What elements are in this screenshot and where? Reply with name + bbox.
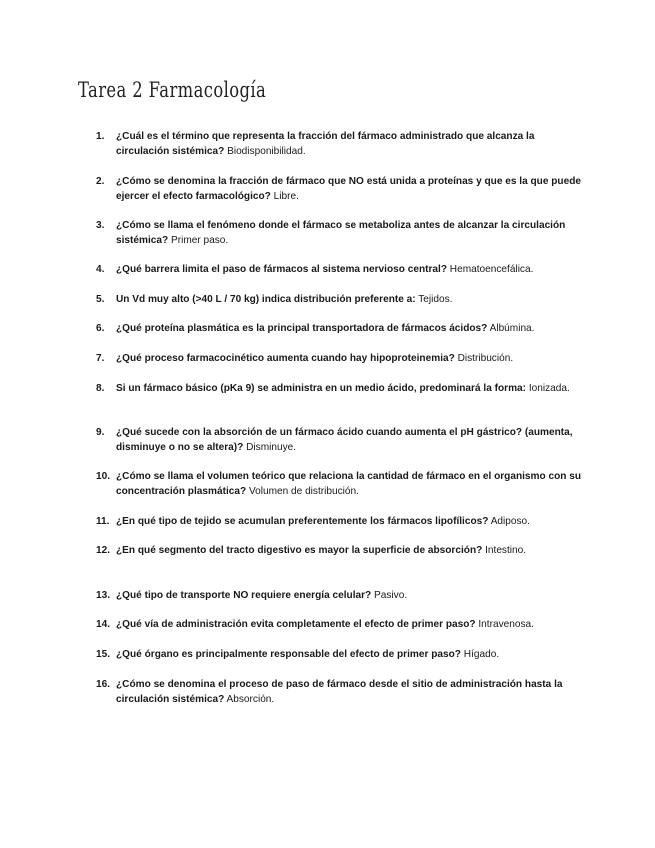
question-item — [96, 174, 586, 204]
answer-text: Libre. — [273, 191, 299, 202]
question-number: 12. — [96, 545, 111, 556]
answer-text: Tejidos. — [418, 294, 453, 305]
question-number: 11. — [96, 516, 110, 527]
page-title: Tarea 2 Farmacología — [78, 78, 267, 102]
question-item — [96, 292, 586, 307]
question-number: 15. — [96, 649, 111, 660]
answer-text: Intestino. — [485, 545, 527, 556]
question-text: ¿Cómo se denomina el proceso de paso de fármaco desde el sitio de administración hasta la circulación sistémica? — [116, 679, 563, 705]
question-text: ¿Cuál es el término que representa la fracción del fármaco administrado que alcanza la circulación sistémica? — [116, 131, 535, 157]
answer-text: Volumen de distribución. — [248, 486, 359, 497]
question-number: 4. — [96, 264, 105, 275]
question-item — [96, 543, 586, 558]
question-text: Un Vd muy alto (>40 L / 70 kg) indica distribución preferente a: — [116, 294, 416, 305]
question-number: 5. — [96, 294, 105, 305]
question-text: ¿Qué vía de administración evita completamente el efecto de primer paso? — [116, 619, 476, 630]
question-text: ¿En qué segmento del tracto digestivo es mayor la superficie de absorción? — [116, 545, 483, 556]
question-item — [96, 425, 586, 455]
question-number: 9. — [96, 427, 105, 438]
question-number: 13. — [96, 590, 111, 601]
question-item — [96, 617, 586, 632]
question-item — [96, 218, 586, 248]
question-item — [96, 647, 586, 662]
question-text: ¿Qué sucede con la absorción de un fármaco ácido cuando aumenta el pH gástrico? (aumenta, disminuye o no se altera)? — [116, 427, 573, 453]
question-item — [96, 129, 586, 159]
question-number: 3. — [96, 220, 105, 231]
question-text: ¿Qué proceso farmacocinético aumenta cuando hay hipoproteinemia? — [116, 353, 455, 364]
question-item — [96, 381, 586, 396]
question-number: 7. — [96, 353, 105, 364]
question-number: 14. — [96, 619, 111, 630]
question-number: 2. — [96, 176, 105, 187]
question-text: ¿Cómo se llama el fenómeno donde el fármaco se metaboliza antes de alcanzar la circulación sistémica? — [116, 220, 566, 246]
question-number: 6. — [96, 323, 105, 334]
answer-text: Pasivo. — [374, 590, 408, 601]
answer-text: Hematoencefálica. — [449, 264, 534, 275]
answer-text: Hígado. — [463, 649, 500, 660]
question-item — [96, 321, 586, 336]
question-item — [96, 588, 586, 603]
question-number: 10. — [96, 471, 111, 482]
question-number: 16. — [96, 679, 111, 690]
question-item — [96, 262, 586, 277]
answer-text: Absorción. — [226, 694, 275, 705]
answer-text: Primer paso. — [171, 235, 229, 246]
question-text: ¿Qué órgano es principalmente responsable del efecto de primer paso? — [116, 649, 461, 660]
answer-text: Distribución. — [457, 353, 514, 364]
question-item — [96, 677, 586, 707]
answer-text: Intravenosa. — [478, 619, 534, 630]
question-item — [96, 469, 586, 499]
answer-text: Adiposo. — [490, 516, 530, 527]
question-item — [96, 514, 586, 529]
answer-text: Biodisponibilidad. — [227, 146, 306, 157]
question-item — [96, 351, 586, 366]
question-number: 1. — [96, 131, 105, 142]
question-text: ¿Qué tipo de transporte NO requiere energía celular? — [116, 590, 372, 601]
question-text: ¿Cómo se llama el volumen teórico que relaciona la cantidad de fármaco en el organismo con su concentración plasmática? — [116, 471, 582, 497]
question-text: ¿Qué barrera limita el paso de fármacos al sistema nervioso central? — [116, 264, 447, 275]
question-text: ¿En qué tipo de tejido se acumulan preferentemente los fármacos lipofílicos? — [116, 516, 489, 527]
answer-text: Albúmina. — [489, 323, 535, 334]
question-text: Si un fármaco básico (pKa 9) se administra en un medio ácido, predominará la forma: — [116, 383, 527, 394]
answer-text: Ionizada. — [528, 383, 570, 394]
question-text: ¿Qué proteína plasmática es la principal transportadora de fármacos ácidos? — [116, 323, 488, 334]
question-text: ¿Cómo se denomina la fracción de fármaco que NO está unida a proteínas y que es la que puede ejercer el efecto farmacológico? — [116, 176, 581, 202]
question-number: 8. — [96, 383, 105, 394]
answer-text: Disminuye. — [246, 442, 297, 453]
